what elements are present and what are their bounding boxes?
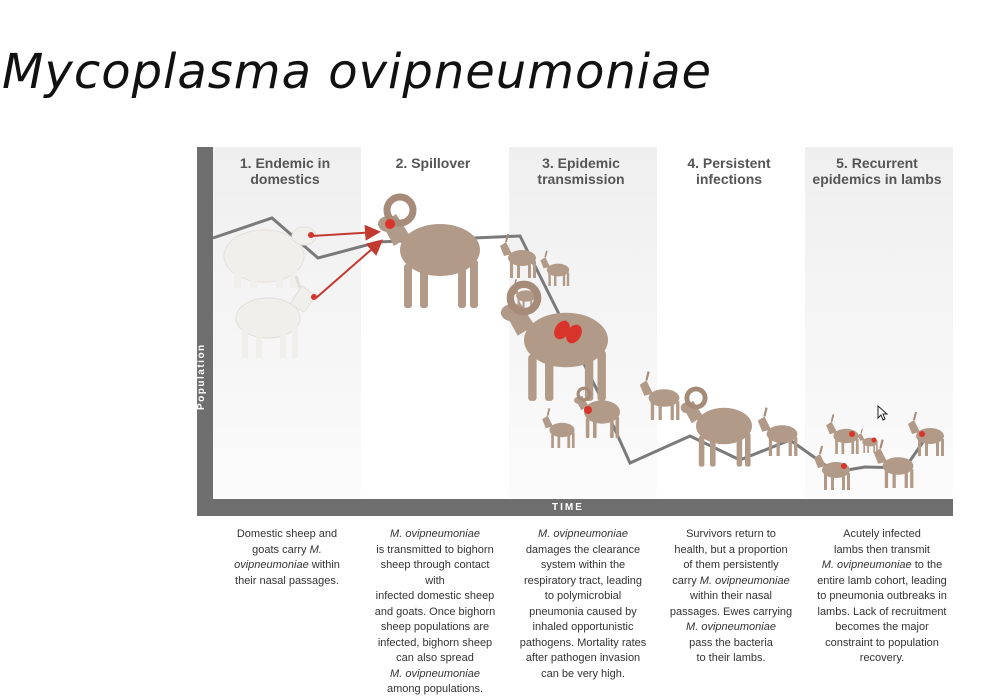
panel-stage-4 [657,147,805,498]
panel-stage-2 [361,147,509,498]
caption-stage-5: Acutely infected lambs then transmit M. ovipneumoniae to the entire lamb cohort, leading to pneumonia outbreaks in lambs. Lack of recruitment becomes the major constraint to population recovery. [817,528,947,664]
y-axis-label: Population [196,343,207,410]
cursor-icon [877,405,889,421]
stage-3-title: 3. Epidemic transmission [537,155,625,187]
x-axis-label: TIME [552,502,584,513]
panel-stage-5 [805,147,953,498]
y-axis-bar [197,147,213,516]
caption-stage-1: Domestic sheep and goats carry M. ovipneumoniae within their nasal passages. [234,528,340,587]
slide-title: Mycoplasma ovipneumoniae [2,44,713,100]
caption-stage-2: M. ovipneumoniae is transmitted to bighorn sheep through contact with infected domestic sheep and goats. Once bighorn sheep populations are infected, bighorn sheep can also spread M. ovipneumoniae among populations. [374,528,496,695]
caption-stage-4: Survivors return to health, but a proportion of them persistently carry M. ovipneumoniae within their nasal passages. Ewes carrying M. ovipneumoniae pass the bacteria to their lambs. [669,528,793,664]
stage-4-title: 4. Persistent infections [687,155,771,187]
stage-5-title: 5. Recurrent epidemics in lambs [812,155,942,187]
stage-2-title: 2. Spillover [395,155,471,171]
stage-1-title: 1. Endemic in domestics [239,155,331,187]
caption-stage-3: M. ovipneumoniae damages the clearance system within the respiratory tract, leading to polymicrobial pneumonia caused by inhaled opportunistic pathogens. Mortality rates after pathogen invasion can be very high. [519,528,647,680]
